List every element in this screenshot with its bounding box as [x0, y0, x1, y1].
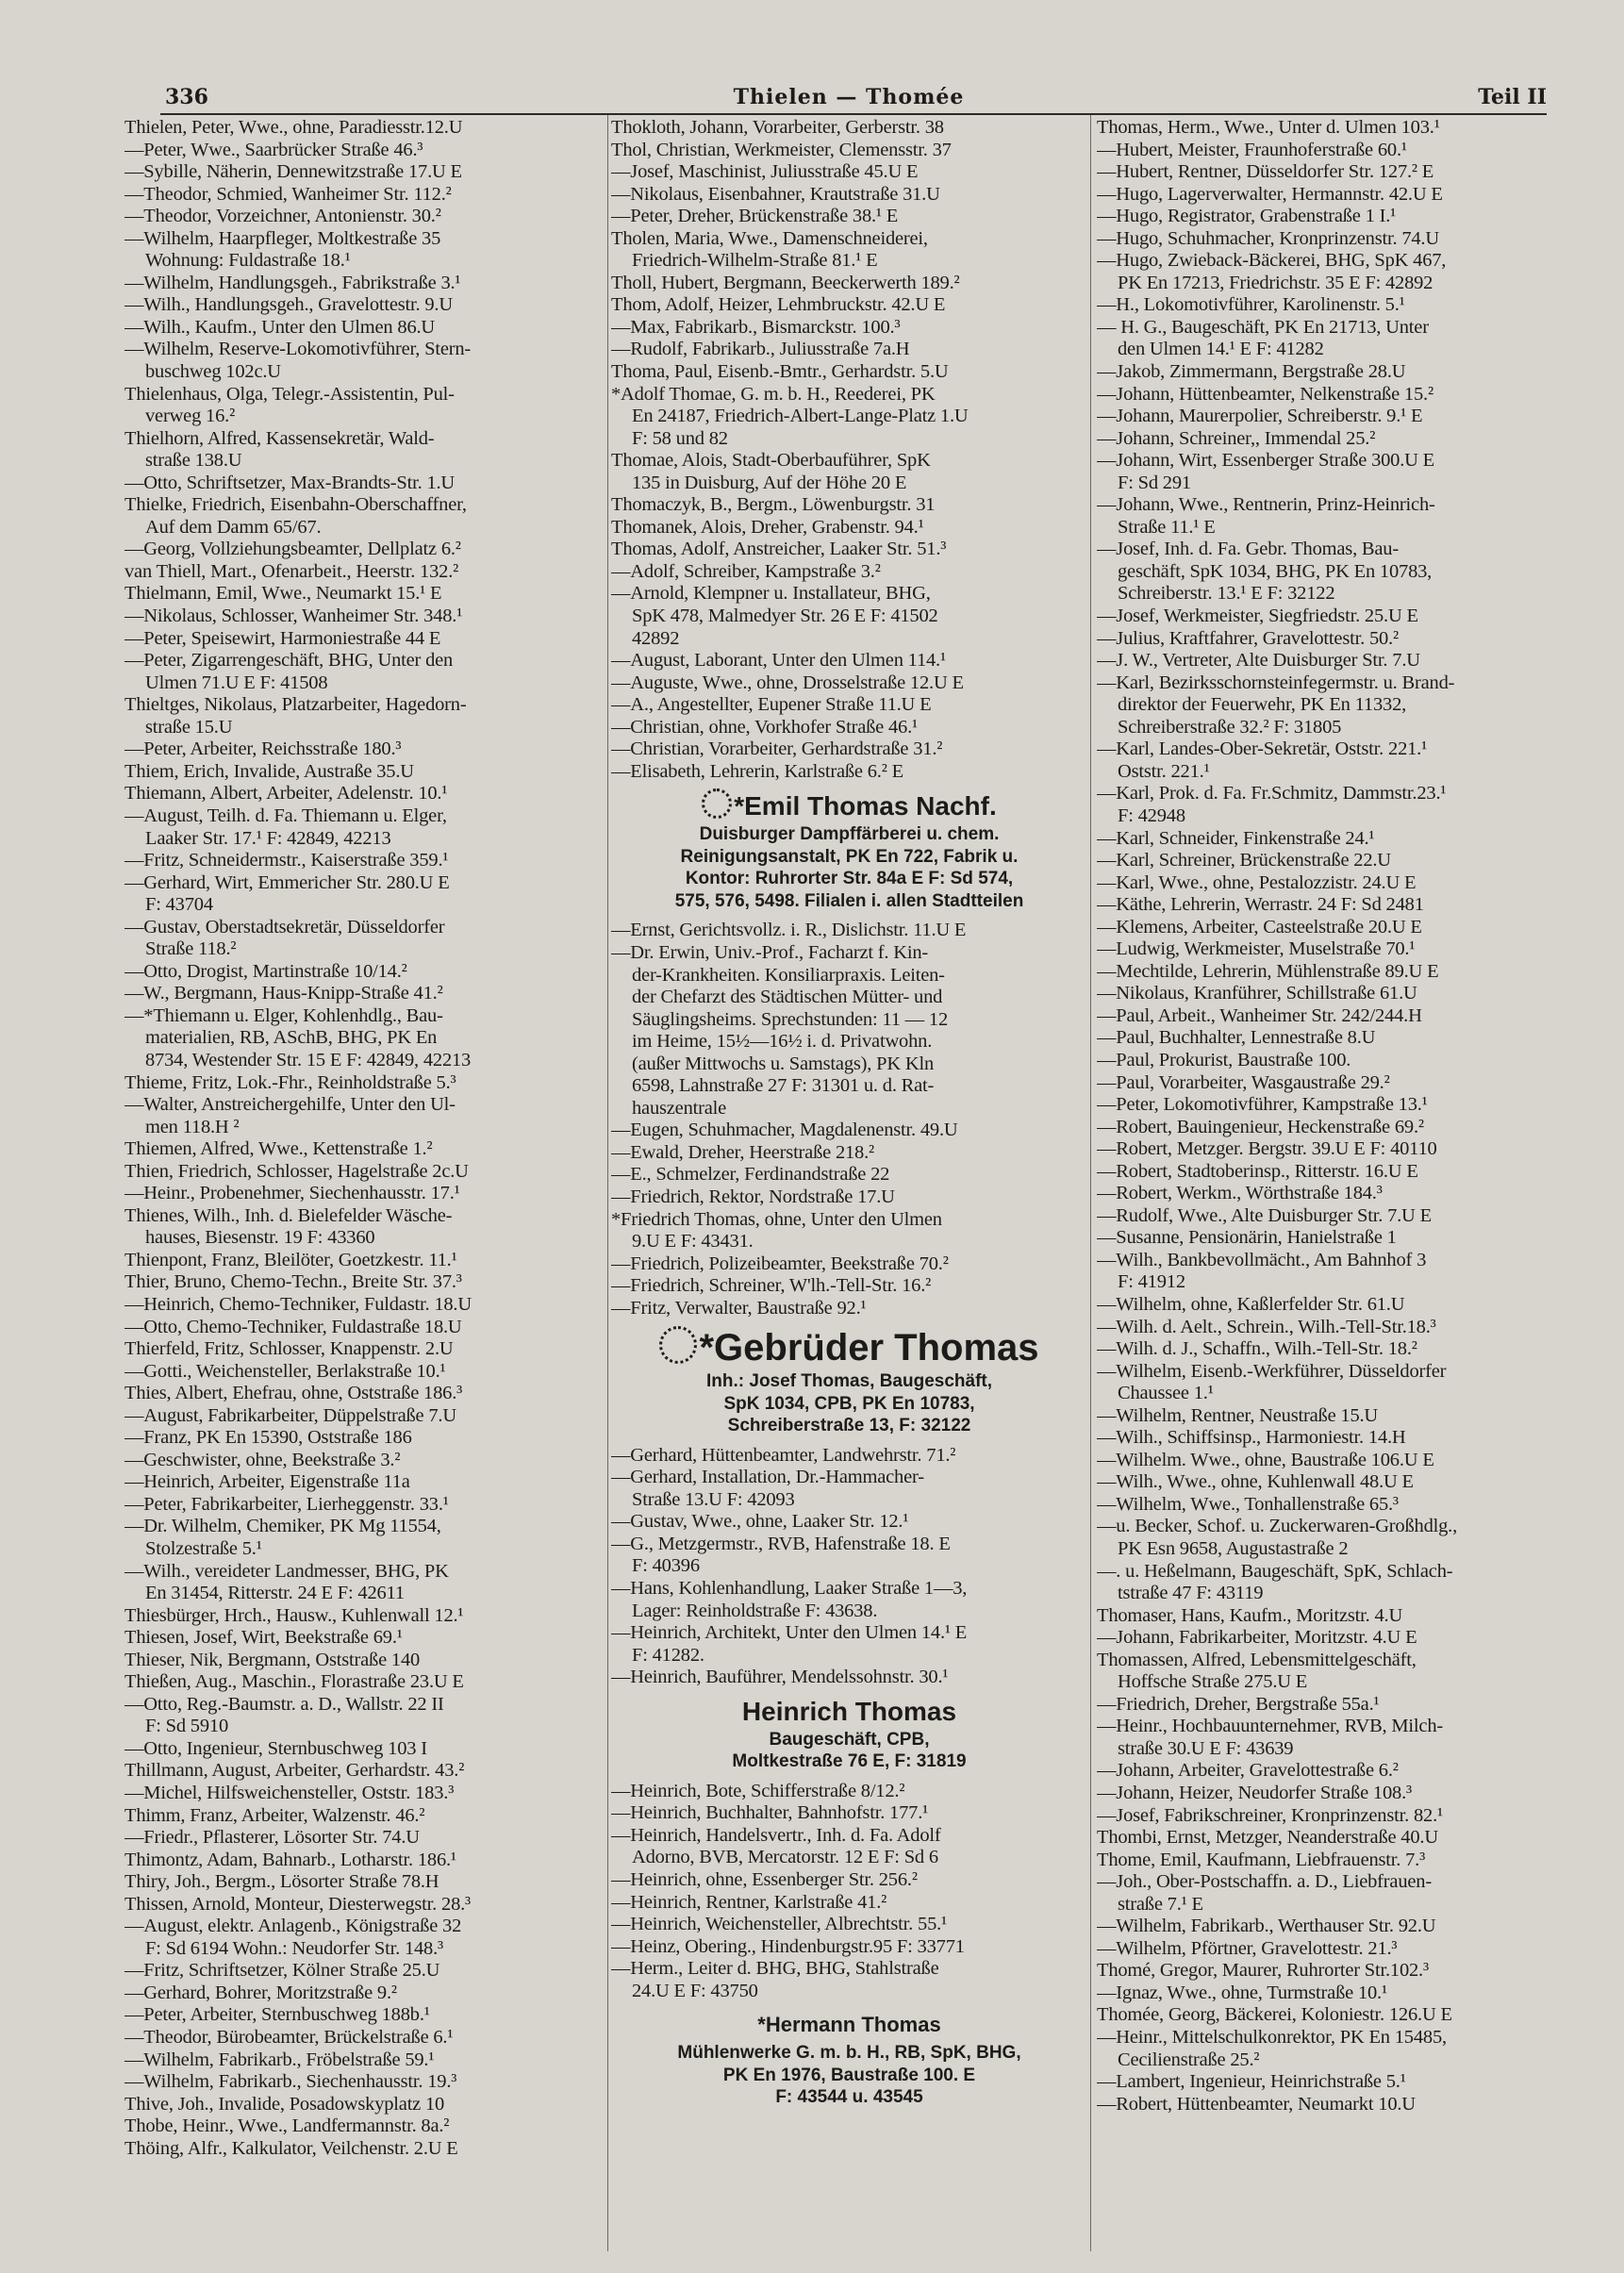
directory-entry: Thiry, Joh., Bergm., Lösorter Straße 78.H: [124, 1871, 439, 1893]
advertisement-line: SpK 1034, CPB, PK En 10783,: [723, 1393, 975, 1414]
directory-entry: Thiemann, Albert, Arbeiter, Adelenstr. 10.¹: [124, 783, 448, 805]
directory-entry: —Johann, Heizer, Neudorfer Straße 108.³: [1097, 1783, 1412, 1804]
entry-continuation: im Heime, 15½—16½ i. d. Privatwohn.: [632, 1031, 933, 1053]
directory-entry: Thomas, Adolf, Anstreicher, Laaker Str. 51.³: [611, 539, 947, 560]
directory-entry: Thiemen, Alfred, Wwe., Kettenstraße 1.²: [124, 1138, 433, 1160]
entry-continuation: geschäft, SpK 1034, BHG, PK En 10783,: [1118, 560, 1433, 582]
directory-entry: —Peter, Wwe., Saarbrücker Straße 46.³: [124, 139, 423, 160]
directory-entry: —Heinr., Mittelschulkonrektor, PK En 15485,: [1097, 2027, 1447, 2049]
entry-continuation: (außer Mittwochs u. Samstags), PK Kln: [632, 1053, 934, 1074]
advertisement: [611, 2002, 1087, 2116]
directory-entry: —*Thiemann u. Elger, Kohlenhdlg., Bau-: [124, 1004, 443, 1026]
advertisement-line: Moltkestraße 76 E, F: 31819: [732, 1751, 967, 1772]
directory-entry: Thive, Joh., Invalide, Posadowskyplatz 10: [124, 2093, 445, 2115]
directory-entry: —J. W., Vertreter, Alte Duisburger Str. 7.U: [1097, 650, 1420, 672]
entry-continuation: F: Sd 291: [1118, 472, 1191, 493]
directory-entry: Thomé, Gregor, Maurer, Ruhrorter Str.102.³: [1097, 1960, 1429, 1982]
directory-entry: Thienpont, Franz, Bleilöter, Goetzkestr. 11.¹: [124, 1249, 457, 1270]
directory-entry: —Herm., Leiter d. BHG, BHG, Stahlstraße: [611, 1958, 939, 1980]
directory-entry: —Hugo, Registrator, Grabenstraße 1 I.¹: [1097, 206, 1397, 227]
directory-entry: Thies, Albert, Ehefrau, ohne, Oststraße 186.³: [124, 1383, 463, 1404]
directory-entry: —Heinrich, Architekt, Unter den Ulmen 14.¹ E: [611, 1622, 968, 1644]
directory-entry: —Fritz, Verwalter, Baustraße 92.¹: [611, 1297, 867, 1319]
directory-entry: —Karl, Schreiner, Brückenstraße 22.U: [1097, 850, 1391, 871]
directory-entry: —Hugo, Lagerverwalter, Hermannstr. 42.U E: [1097, 183, 1443, 205]
directory-entry: —Wilhelm, Reserve-Lokomotivführer, Stern-: [124, 339, 472, 360]
entry-continuation: F: 41282.: [632, 1644, 704, 1666]
entry-continuation: En 24187, Friedrich-Albert-Lange-Platz 1.U: [632, 406, 969, 427]
directory-entry: —Wilhelm, Fabrikarb., Werthauser Str. 92.U: [1097, 1916, 1436, 1937]
directory-entry: —Nikolaus, Kranführer, Schillstraße 61.U: [1097, 983, 1417, 1004]
directory-entry: Thielmann, Emil, Wwe., Neumarkt 15.¹ E: [124, 583, 442, 605]
directory-entry: *Friedrich Thomas, ohne, Unter den Ulmen: [611, 1208, 942, 1230]
entry-continuation: Ulmen 71.U E F: 41508: [145, 672, 328, 693]
directory-entry: —Robert, Stadtoberinsp., Ritterstr. 16.U E: [1097, 1160, 1418, 1182]
directory-column-1: [124, 117, 605, 2160]
directory-entry: —Heinrich, Handelsvertr., Inh. d. Fa. Adolf: [611, 1824, 941, 1846]
entry-continuation: Stolzestraße 5.¹: [145, 1538, 262, 1559]
directory-entry: Thomassen, Alfred, Lebensmittelgeschäft,: [1097, 1649, 1417, 1670]
directory-entry: Thombi, Ernst, Metzger, Neanderstraße 40.U: [1097, 1827, 1438, 1849]
directory-entry: —Joh., Ober-Postschaffn. a. D., Liebfrauen-: [1097, 1871, 1432, 1893]
entry-continuation: F: 40396: [632, 1555, 700, 1577]
directory-entry: —Heinrich, ohne, Essenberger Str. 256.²: [611, 1868, 918, 1890]
directory-entry: —Robert, Bauingenieur, Heckenstraße 69.²: [1097, 1116, 1424, 1137]
directory-entry: —Susanne, Pensionärin, Hanielstraße 1: [1097, 1227, 1397, 1249]
directory-entry: —Otto, Reg.-Baumstr. a. D., Wallstr. 22 II: [124, 1693, 444, 1715]
directory-entry: —Gerhard, Installation, Dr.-Hammacher-: [611, 1467, 924, 1488]
directory-entry: —Friedrich, Schreiner, W'lh.-Tell-Str. 16.²: [611, 1275, 932, 1297]
directory-entry: —Wilhelm, Haarpfleger, Moltkestraße 35: [124, 227, 441, 249]
page-header: [123, 83, 1575, 115]
directory-entry: —Wilhelm, ohne, Kaßlerfelder Str. 61.U: [1097, 1293, 1405, 1315]
advertisement-line: Duisburger Dampffärberei u. chem.: [699, 824, 1000, 845]
directory-entry: —Hubert, Meister, Fraunhoferstraße 60.¹: [1097, 139, 1407, 160]
directory-entry: —E., Schmelzer, Ferdinandstraße 22: [611, 1164, 890, 1186]
directory-entry: —Josef, Werkmeister, Siegfriedstr. 25.U E: [1097, 606, 1418, 627]
directory-entry: Thielhorn, Alfred, Kassensekretär, Wald-: [124, 427, 435, 449]
entry-continuation: En 31454, Ritterstr. 24 E F: 42611: [145, 1583, 405, 1604]
directory-entry: —Auguste, Wwe., ohne, Drosselstraße 12.U E: [611, 672, 964, 693]
entry-continuation: Lager: Reinholdstraße F: 43638.: [632, 1600, 878, 1621]
directory-entry: Thielke, Friedrich, Eisenbahn-Oberschaffner,: [124, 494, 467, 516]
directory-entry: —Heinz, Obering., Hindenburgstr.95 F: 33771: [611, 1935, 965, 1957]
directory-entry: —Dr. Wilhelm, Chemiker, PK Mg 11554,: [124, 1516, 441, 1537]
entry-continuation: straße 7.¹ E: [1118, 1893, 1203, 1915]
directory-entry: —Otto, Schriftsetzer, Max-Brandts-Str. 1.U: [124, 472, 456, 493]
directory-entry: —Josef, Inh. d. Fa. Gebr. Thomas, Bau-: [1097, 539, 1399, 560]
directory-entry: —Sybille, Näherin, Dennewitzstraße 17.U E: [124, 161, 462, 183]
entry-continuation: 135 in Duisburg, Auf der Höhe 20 E: [632, 472, 907, 493]
entry-continuation: 6598, Lahnstraße 27 F: 31301 u. d. Rat-: [632, 1075, 935, 1097]
advertisement-firm-name: *Gebrüder Thomas: [699, 1327, 1039, 1369]
directory-entry: —Lambert, Ingenieur, Heinrichstraße 5.¹: [1097, 2071, 1406, 2093]
advertisement-line: PK En 1976, Baustraße 100. E: [722, 2065, 976, 2085]
directory-entry: —Fritz, Schriftsetzer, Kölner Straße 25.U: [124, 1960, 440, 1982]
directory-entry: Thoma, Paul, Eisenb.-Bmtr., Gerhardstr. 5.U: [611, 361, 949, 383]
entry-continuation: F: 41912: [1118, 1271, 1185, 1293]
entry-continuation: Straße 118.²: [145, 938, 237, 960]
directory-entry: —Heinrich, Bauführer, Mendelssohnstr. 30.¹: [611, 1667, 949, 1688]
directory-entry: —Wilhelm, Wwe., Tonhallenstraße 65.³: [1097, 1493, 1399, 1515]
column-divider: [1090, 115, 1091, 2251]
directory-entry: —Walter, Anstreichergehilfe, Unter den Ul-: [124, 1094, 456, 1116]
directory-entry: *Adolf Thomae, G. m. b. H., Reederei, PK: [611, 383, 936, 405]
header-rule: [160, 113, 1547, 115]
directory-entry: —Peter, Dreher, Brückenstraße 38.¹ E: [611, 206, 899, 227]
entry-continuation: Auf dem Damm 65/67.: [145, 516, 322, 538]
directory-entry: —Arnold, Klempner u. Installateur, BHG,: [611, 583, 931, 605]
directory-entry: —Jakob, Zimmermann, Bergstraße 28.U: [1097, 361, 1406, 383]
directory-entry: —Theodor, Bürobeamter, Brückelstraße 6.¹: [124, 2027, 454, 2049]
directory-entry: —Friedrich, Rektor, Nordstraße 17.U: [611, 1186, 895, 1207]
directory-entry: van Thiell, Mart., Ofenarbeit., Heerstr. 132.²: [124, 560, 459, 582]
entry-continuation: F: 43704: [145, 894, 213, 916]
directory-entry: —Gustav, Wwe., ohne, Laaker Str. 12.¹: [611, 1511, 909, 1533]
directory-entry: —Wilh., Bankbevollmächt., Am Bahnhof 3: [1097, 1249, 1427, 1270]
directory-entry: Thielenhaus, Olga, Telegr.-Assistentin, Pul-: [124, 383, 455, 405]
entry-continuation: tstraße 47 F: 43119: [1118, 1583, 1264, 1604]
directory-entry: —G., Metzgermstr., RVB, Hafenstraße 18. E: [611, 1533, 951, 1554]
directory-entry: Thomée, Georg, Bäckerei, Koloniestr. 126.U E: [1097, 2004, 1452, 2026]
directory-entry: —Heinrich, Arbeiter, Eigenstraße 11a: [124, 1471, 410, 1493]
directory-entry: —Heinrich, Chemo-Techniker, Fuldastr. 18.U: [124, 1293, 472, 1315]
advertisement: [611, 783, 1087, 920]
advertisement: [611, 1319, 1087, 1445]
directory-entry: Thieser, Nik, Bergmann, Oststraße 140: [124, 1649, 421, 1670]
directory-entry: —Johann, Fabrikarbeiter, Moritzstr. 4.U E: [1097, 1627, 1417, 1649]
directory-entry: —Wilhelm, Fabrikarb., Siechenhausstr. 19.³: [124, 2071, 457, 2093]
entry-continuation: hauszentrale: [632, 1097, 727, 1119]
directory-entry: —Wilhelm, Fabrikarb., Fröbelstraße 59.¹: [124, 2049, 435, 2070]
directory-entry: —Ewald, Dreher, Heerstraße 218.²: [611, 1141, 874, 1163]
advertisement-line: Schreiberstraße 13, F: 32122: [727, 1416, 971, 1436]
entry-continuation: 8734, Westender Str. 15 E F: 42849, 42213: [145, 1049, 472, 1070]
entry-continuation: verweg 16.²: [145, 406, 236, 427]
directory-entry: —Wilhelm, Eisenb.-Werkführer, Düsseldorfer: [1097, 1360, 1447, 1382]
entry-continuation: PK En 17213, Friedrichstr. 35 E F: 42892: [1118, 272, 1433, 293]
advertisement-line: Mühlenwerke G. m. b. H., RB, SpK, BHG,: [677, 2043, 1021, 2064]
advertisement-title: [611, 2008, 1087, 2042]
directory-entry: Thomas, Herm., Wwe., Unter d. Ulmen 103.¹: [1097, 117, 1440, 138]
directory-entry: —Theodor, Vorzeichner, Antonienstr. 30.²: [124, 206, 441, 227]
directory-entry: —August, elektr. Anlagenb., Königstraße 32: [124, 1916, 462, 1937]
advertisement-firm-name: Heinrich Thomas: [741, 1696, 957, 1726]
directory-entry: —Johann, Arbeiter, Gravelottestraße 6.²: [1097, 1760, 1399, 1782]
directory-entry: —Josef, Fabrikschreiner, Kronprinzenstr. 82.¹: [1097, 1804, 1443, 1826]
directory-entry: —Mechtilde, Lehrerin, Mühlenstraße 89.U E: [1097, 960, 1439, 982]
advertisement-title: [611, 1325, 1087, 1370]
directory-entry: Thimm, Franz, Arbeiter, Walzenstr. 46.²: [124, 1804, 425, 1826]
directory-entry: —Julius, Kraftfahrer, Gravelottestr. 50.²: [1097, 627, 1399, 649]
directory-entry: —Paul, Vorarbeiter, Wasgaustraße 29.²: [1097, 1071, 1390, 1093]
directory-entry: Thissen, Arnold, Monteur, Diesterwegstr. 28.³: [124, 1893, 471, 1915]
directory-entry: Thieme, Fritz, Lok.-Fhr., Reinholdstraße 5.³: [124, 1071, 456, 1093]
advertisement-title: [611, 788, 1087, 823]
directory-entry: —Karl, Wwe., ohne, Pestalozzistr. 24.U E: [1097, 871, 1417, 893]
directory-entry: Thier, Bruno, Chemo-Techn., Breite Str. 37.³: [124, 1271, 462, 1293]
directory-entry: —Otto, Chemo-Techniker, Fuldastraße 18.U: [124, 1316, 462, 1337]
directory-entry: —Rudolf, Fabrikarb., Juliusstraße 7a.H: [611, 339, 910, 360]
directory-entry: —Josef, Maschinist, Juliusstraße 45.U E: [611, 161, 919, 183]
entry-continuation: Schreiberstraße 32.² F: 31805: [1118, 716, 1342, 738]
directory-entry: Thom, Adolf, Heizer, Lehmbruckstr. 42.U E: [611, 294, 946, 316]
entry-continuation: 9.U E F: 43431.: [632, 1231, 754, 1253]
directory-entry: —Hugo, Schuhmacher, Kronprinzenstr. 74.U: [1097, 227, 1439, 249]
directory-entry: Thienes, Wilh., Inh. d. Bielefelder Wäsche-: [124, 1204, 453, 1226]
directory-entry: —Ludwig, Werkmeister, Muselstraße 70.¹: [1097, 938, 1416, 960]
directory-entry: —Wilhelm, Rentner, Neustraße 15.U: [1097, 1404, 1379, 1426]
entry-continuation: Straße 13.U F: 42093: [632, 1488, 795, 1510]
directory-entry: —Elisabeth, Lehrerin, Karlstraße 6.² E: [611, 760, 903, 782]
directory-entry: —Eugen, Schuhmacher, Magdalenenstr. 49.U: [611, 1120, 958, 1141]
directory-entry: —Wilhelm, Pförtner, Gravelottestr. 21.³: [1097, 1937, 1398, 1959]
directory-entry: —Peter, Speisewirt, Harmoniestraße 44 E: [124, 627, 441, 649]
directory-entry: Thokloth, Johann, Vorarbeiter, Gerberstr. 38: [611, 117, 944, 138]
directory-entry: —u. Becker, Schof. u. Zuckerwaren-Großhdlg.,: [1097, 1516, 1458, 1537]
part-label: Teil II: [1478, 85, 1547, 109]
directory-entry: —Paul, Buchhalter, Lennestraße 8.U: [1097, 1027, 1376, 1049]
directory-entry: —August, Teilh. d. Fa. Thiemann u. Elger,: [124, 805, 447, 826]
entry-continuation: Cecilienstraße 25.²: [1118, 2049, 1260, 2070]
entry-continuation: 24.U E F: 43750: [632, 1980, 758, 2001]
directory-entry: —Wilh., Schiffsinsp., Harmoniestr. 14.H: [1097, 1427, 1406, 1449]
entry-continuation: der Chefarzt des Städtischen Mütter- und: [632, 987, 943, 1008]
entry-continuation: Oststr. 221.¹: [1118, 760, 1210, 782]
advertisement-line: Inh.: Josef Thomas, Baugeschäft,: [706, 1371, 992, 1392]
entry-continuation: Säuglingsheims. Sprechstunden: 11 — 12: [632, 1008, 948, 1030]
directory-entry: —Johann, Maurerpolier, Schreiberstr. 9.¹ E: [1097, 406, 1423, 427]
directory-entry: —Karl, Schneider, Finkenstraße 24.¹: [1097, 827, 1375, 849]
directory-entry: —Heinrich, Buchhalter, Bahnhofstr. 177.¹: [611, 1802, 929, 1824]
entry-continuation: straße 138.U: [145, 450, 242, 472]
directory-entry: —Johann, Wirt, Essenberger Straße 300.U E: [1097, 450, 1435, 472]
running-title: Thielen — Thomée: [733, 85, 965, 109]
directory-entry: —Georg, Vollziehungsbeamter, Dellplatz 6.²: [124, 539, 461, 560]
directory-entry: —. u. Heßelmann, Baugeschäft, SpK, Schlach-: [1097, 1560, 1453, 1582]
firm-logo-icon: [659, 1326, 697, 1364]
directory-entry: Thol, Christian, Werkmeister, Clemensstr. 37: [611, 139, 952, 160]
directory-entry: Thießen, Aug., Maschin., Florastraße 23.U E: [124, 1671, 464, 1693]
directory-entry: Thöing, Alfr., Kalkulator, Veilchenstr. 2.U E: [124, 2137, 458, 2159]
directory-entry: —Heinrich, Rentner, Karlstraße 41.²: [611, 1891, 887, 1913]
directory-entry: —Wilhelm, Handlungsgeh., Fabrikstraße 3.¹: [124, 272, 461, 293]
entry-continuation: den Ulmen 14.¹ E F: 41282: [1118, 339, 1324, 360]
directory-entry: Thomaczyk, B., Bergm., Löwenburgstr. 31: [611, 494, 936, 516]
entry-continuation: PK Esn 9658, Augustastraße 2: [1118, 1538, 1349, 1559]
entry-continuation: Laaker Str. 17.¹ F: 42849, 42213: [145, 827, 391, 849]
entry-continuation: F: Sd 5910: [145, 1716, 228, 1737]
directory-entry: —Karl, Prok. d. Fa. Fr.Schmitz, Dammstr.23.¹: [1097, 783, 1447, 805]
directory-entry: —Friedrich, Dreher, Bergstraße 55a.¹: [1097, 1693, 1380, 1715]
directory-entry: —Dr. Erwin, Univ.-Prof., Facharzt f. Kin-: [611, 941, 929, 963]
entry-continuation: direktor der Feuerwehr, PK En 11332,: [1118, 694, 1407, 716]
directory-entry: Thiem, Erich, Invalide, Austraße 35.U: [124, 760, 414, 782]
directory-entry: —Paul, Arbeit., Wanheimer Str. 242/244.H: [1097, 1004, 1422, 1026]
directory-entry: —Käthe, Lehrerin, Werrastr. 24 F: Sd 2481: [1097, 894, 1424, 916]
directory-entry: —Nikolaus, Eisenbahner, Krautstraße 31.U: [611, 183, 940, 205]
advertisement-line: 575, 576, 5498. Filialen i. allen Stadtteilen: [674, 890, 1024, 911]
advertisement-title: [611, 1695, 1087, 1729]
directory-column-2: [611, 117, 1087, 2116]
directory-entry: —Heinr., Hochbauunternehmer, RVB, Milch-: [1097, 1716, 1443, 1737]
directory-entry: —A., Angestellter, Eupener Straße 11.U E: [611, 694, 932, 716]
directory-entry: —Ignaz, Wwe., ohne, Turmstraße 10.¹: [1097, 1982, 1387, 2003]
entry-continuation: Chaussee 1.¹: [1118, 1383, 1214, 1404]
directory-entry: Thierfeld, Fritz, Schlosser, Knappenstr. 2.U: [124, 1338, 454, 1360]
directory-entry: —Peter, Fabrikarbeiter, Lierheggenstr. 33.¹: [124, 1493, 449, 1515]
advertisement-line: Kontor: Ruhrorter Str. 84a E F: Sd 574,: [685, 869, 1014, 889]
directory-entry: —Heinrich, Bote, Schifferstraße 8/12.²: [611, 1780, 905, 1801]
entry-continuation: 42892: [632, 627, 680, 649]
directory-entry: —Otto, Drogist, Martinstraße 10/14.²: [124, 960, 407, 982]
directory-entry: Thomaser, Hans, Kaufm., Moritzstr. 4.U: [1097, 1604, 1403, 1626]
directory-entry: —Johann, Hüttenbeamter, Nelkenstraße 15.²: [1097, 383, 1433, 405]
advertisement-line: Baugeschäft, CPB,: [769, 1729, 930, 1750]
page-number: 336: [165, 85, 208, 109]
directory-entry: —August, Fabrikarbeiter, Düppelstraße 7.U: [124, 1404, 456, 1426]
entry-continuation: Hoffsche Straße 275.U E: [1118, 1671, 1308, 1693]
entry-continuation: hauses, Biesenstr. 19 F: 43360: [145, 1227, 375, 1249]
directory-entry: —Friedrich, Polizeibeamter, Beekstraße 70.²: [611, 1253, 949, 1274]
entry-continuation: der-Krankheiten. Konsiliarpraxis. Leiten-: [632, 964, 945, 986]
directory-entry: —Robert, Metzger. Bergstr. 39.U E F: 40110: [1097, 1138, 1437, 1160]
directory-entry: —Wilh., Handlungsgeh., Gravelottestr. 9.U: [124, 294, 453, 316]
directory-entry: —Hans, Kohlenhandlung, Laaker Straße 1—3,: [611, 1578, 968, 1600]
entry-continuation: straße 15.U: [145, 716, 233, 738]
directory-entry: —August, Laborant, Unter den Ulmen 114.¹: [611, 650, 946, 672]
directory-entry: — H. G., Baugeschäft, PK En 21713, Unter: [1097, 316, 1429, 338]
directory-entry: —Heinr., Probenehmer, Siechenhausstr. 17.¹: [124, 1183, 460, 1204]
entry-continuation: SpK 478, Malmedyer Str. 26 E F: 41502: [632, 606, 938, 627]
directory-entry: —Wilh. d. J., Schaffn., Wilh.-Tell-Str. 18.²: [1097, 1338, 1417, 1360]
directory-entry: Thielen, Peter, Wwe., ohne, Paradiesstr.12.U: [124, 117, 463, 138]
directory-entry: —Max, Fabrikarb., Bismarckstr. 100.³: [611, 316, 901, 338]
directory-entry: —Theodor, Schmied, Wanheimer Str. 112.²: [124, 183, 452, 205]
entry-continuation: materialien, RB, ASchB, BHG, PK En: [145, 1027, 438, 1049]
directory-entry: —Gustav, Oberstadtsekretär, Düsseldorfer: [124, 916, 445, 937]
directory-entry: —Geschwister, ohne, Beekstraße 3.²: [124, 1449, 401, 1470]
directory-entry: —Johann, Wwe., Rentnerin, Prinz-Heinrich-: [1097, 494, 1435, 516]
directory-entry: Thome, Emil, Kaufmann, Liebfrauenstr. 7.³: [1097, 1849, 1426, 1870]
directory-entry: —Ernst, Gerichtsvollz. i. R., Dislichstr. 11.U E: [611, 920, 967, 941]
directory-entry: —Robert, Hüttenbeamter, Neumarkt 10.U: [1097, 2093, 1416, 2115]
directory-entry: —Christian, Vorarbeiter, Gerhardstraße 31.²: [611, 738, 943, 760]
directory-entry: —Friedr., Pflasterer, Lösorter Str. 74.U: [124, 1827, 420, 1849]
directory-entry: —Franz, PK En 15390, Oststraße 186: [124, 1427, 412, 1449]
advertisement-line: F: 43544 u. 43545: [775, 2087, 923, 2108]
directory-entry: —Gotti., Weichensteller, Berlakstraße 10.¹: [124, 1360, 446, 1382]
directory-entry: —Christian, ohne, Vorkhofer Straße 46.¹: [611, 716, 918, 738]
entry-continuation: F: 42948: [1118, 805, 1185, 826]
entry-continuation: Straße 11.¹ E: [1118, 516, 1216, 538]
advertisement: [611, 1689, 1087, 1781]
directory-entry: —H., Lokomotivführer, Karolinenstr. 5.¹: [1097, 294, 1405, 316]
directory-entry: —Peter, Arbeiter, Reichsstraße 180.³: [124, 738, 402, 760]
directory-entry: —Adolf, Schreiber, Kampstraße 3.²: [611, 560, 881, 582]
directory-entry: Thillmann, August, Arbeiter, Gerhardstr. 43.²: [124, 1760, 465, 1782]
directory-entry: —Peter, Lokomotivführer, Kampstraße 13.¹: [1097, 1094, 1428, 1116]
directory-entry: —Wilh., vereideter Landmesser, BHG, PK: [124, 1560, 449, 1582]
directory-entry: —Klemens, Arbeiter, Casteelstraße 20.U E: [1097, 916, 1422, 937]
directory-entry: —Michel, Hilfsweichensteller, Oststr. 183.³: [124, 1783, 455, 1804]
column-divider: [607, 115, 608, 2251]
directory-entry: —Hubert, Rentner, Düsseldorfer Str. 127.² E: [1097, 161, 1434, 183]
entry-continuation: Friedrich-Wilhelm-Straße 81.¹ E: [632, 250, 878, 272]
directory-entry: —Wilhelm. Wwe., ohne, Baustraße 106.U E: [1097, 1449, 1434, 1470]
entry-continuation: F: Sd 6194 Wohn.: Neudorfer Str. 148.³: [145, 1937, 443, 1959]
directory-entry: Thimontz, Adam, Bahnarb., Lotharstr. 186.¹: [124, 1849, 456, 1870]
directory-entry: Thomanek, Alois, Dreher, Grabenstr. 94.¹: [611, 516, 924, 538]
directory-entry: Thien, Friedrich, Schlosser, Hagelstraße 2c.U: [124, 1160, 469, 1182]
advertisement-firm-name: *Hermann Thomas: [757, 2013, 941, 2037]
directory-entry: —Fritz, Schneidermstr., Kaiserstraße 359.¹: [124, 850, 449, 871]
directory-entry: —Rudolf, Wwe., Alte Duisburger Str. 7.U E: [1097, 1204, 1432, 1226]
entry-continuation: straße 30.U E F: 43639: [1118, 1737, 1294, 1759]
directory-entry: —Otto, Ingenieur, Sternbuschweg 103 I: [124, 1737, 427, 1759]
advertisement-firm-name: *Emil Thomas Nachf.: [734, 791, 997, 821]
directory-entry: —Peter, Arbeiter, Sternbuschweg 188b.¹: [124, 2004, 430, 2026]
entry-continuation: men 118.H ²: [145, 1116, 240, 1137]
entry-continuation: buschweg 102c.U: [145, 361, 281, 383]
directory-entry: Tholl, Hubert, Bergmann, Beeckerwerth 189.²: [611, 272, 960, 293]
directory-entry: —W., Bergmann, Haus-Knipp-Straße 41.²: [124, 983, 443, 1004]
directory-entry: —Johann, Schreiner,, Immendal 25.²: [1097, 427, 1376, 449]
directory-entry: Thiesbürger, Hrch., Hausw., Kuhlenwall 12.¹: [124, 1604, 464, 1626]
directory-entry: —Paul, Prokurist, Baustraße 100.: [1097, 1049, 1351, 1070]
directory-entry: —Wilh. d. Aelt., Schrein., Wilh.-Tell-Str.18.³: [1097, 1316, 1436, 1337]
directory-entry: —Gerhard, Bohrer, Moritzstraße 9.²: [124, 1982, 397, 2003]
entry-continuation: Wohnung: Fuldastraße 18.¹: [145, 250, 351, 272]
directory-entry: —Heinrich, Weichensteller, Albrechtstr. 55.¹: [611, 1914, 947, 1935]
entry-continuation: Adorno, BVB, Mercatorstr. 12 E F: Sd 6: [632, 1847, 938, 1868]
directory-entry: —Peter, Zigarrengeschäft, BHG, Unter den: [124, 650, 454, 672]
entry-continuation: Schreiberstr. 13.¹ E F: 32122: [1118, 583, 1335, 605]
directory-entry: —Wilh., Kaufm., Unter den Ulmen 86.U: [124, 316, 436, 338]
directory-entry: Thieltges, Nikolaus, Platzarbeiter, Hagedorn-: [124, 694, 467, 716]
directory-entry: —Nikolaus, Schlosser, Wanheimer Str. 348.¹: [124, 606, 463, 627]
directory-entry: Thiesen, Josef, Wirt, Beekstraße 69.¹: [124, 1627, 403, 1649]
directory-entry: —Robert, Werkm., Wörthstraße 184.³: [1097, 1183, 1383, 1204]
directory-entry: —Karl, Bezirksschornsteinfegermstr. u. Brand-: [1097, 672, 1455, 693]
firm-logo-icon: [702, 788, 732, 819]
directory-entry: —Gerhard, Hüttenbeamter, Landwehrstr. 71.²: [611, 1444, 956, 1466]
entry-continuation: F: 58 und 82: [632, 427, 728, 449]
directory-entry: Thobe, Heinr., Wwe., Landfermannstr. 8a.²: [124, 2115, 450, 2137]
directory-entry: —Karl, Landes-Ober-Sekretär, Oststr. 221.¹: [1097, 738, 1428, 760]
advertisement-line: Reinigungsanstalt, PK En 722, Fabrik u.: [680, 846, 1019, 867]
directory-entry: Thomae, Alois, Stadt-Oberbauführer, SpK: [611, 450, 931, 472]
directory-entry: Tholen, Maria, Wwe., Damenschneiderei,: [611, 227, 928, 249]
directory-entry: —Hugo, Zwieback-Bäckerei, BHG, SpK 467,: [1097, 250, 1447, 272]
directory-entry: —Wilh., Wwe., ohne, Kuhlenwall 48.U E: [1097, 1471, 1414, 1493]
directory-column-3: [1097, 117, 1578, 2115]
directory-entry: —Gerhard, Wirt, Emmericher Str. 280.U E: [124, 871, 450, 893]
